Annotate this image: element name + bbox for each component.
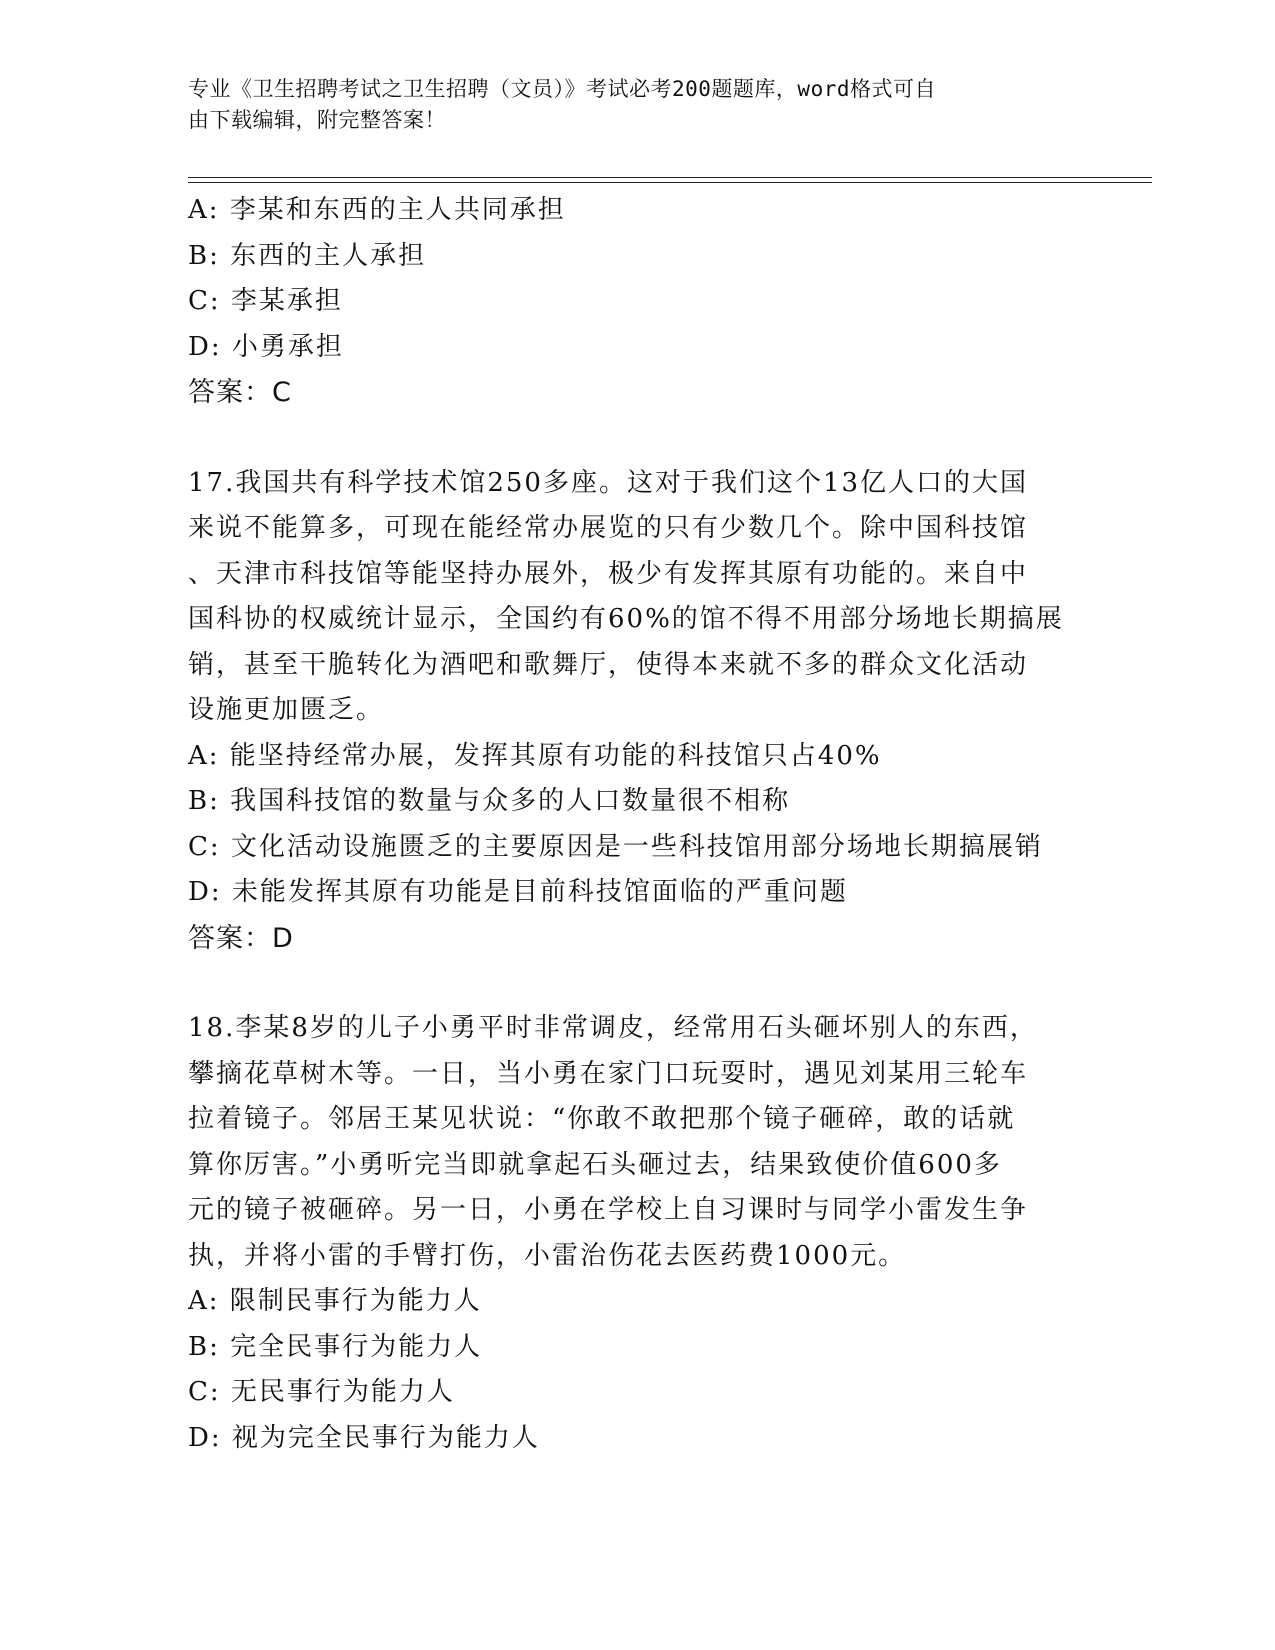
header-divider-bottom: [188, 182, 1152, 183]
question-16: [188, 188, 1088, 416]
question-text-line: 元的镜子被砸碎。另一日，小勇在学校上自习课时与同学小雷发生争: [188, 1195, 1029, 1225]
header-divider-top: [188, 177, 1152, 178]
question-17: [188, 461, 1088, 962]
option-a: A: 限制民事行为能力人: [188, 1286, 482, 1316]
answer-label: 答案：D: [188, 922, 294, 954]
answer-label: 答案：C: [188, 377, 292, 408]
document-header: [188, 74, 1068, 136]
option-b: B: 东西的主人承担: [188, 240, 427, 271]
option-b: B: 完全民事行为能力人: [188, 1331, 483, 1362]
question-text-line: 国科协的权威统计显示，全国约有60%的馆不得不用部分场地长期搞展: [188, 604, 1064, 634]
option-c: C: 文化活动设施匮乏的主要原因是一些科技馆用部分场地长期搞展销: [188, 831, 1043, 862]
option-d: D: 小勇承担: [188, 331, 344, 362]
option-d: D: 未能发挥其原有功能是目前科技馆面临的严重问题: [188, 877, 848, 907]
header-line-1: 专业《卫生招聘考试之卫生招聘（文员）》考试必考200题题库，word格式可自: [188, 77, 936, 101]
question-text-line: 设施更加匮乏。: [188, 695, 385, 725]
question-text-line: 攀摘花草树木等。一日，当小勇在家门口玩耍时，遇见刘某用三轮车: [188, 1058, 1029, 1089]
option-d: D: 视为完全民事行为能力人: [188, 1422, 540, 1453]
question-text-line: 算你厉害。”小勇听完当即就拿起石头砸过去，结果致使价值600多: [188, 1149, 1002, 1180]
option-a: A: 李某和东西的主人共同承担: [188, 195, 566, 225]
spacer: [188, 416, 1088, 461]
header-line-2: 由下载编辑，附完整答案！: [188, 108, 446, 132]
spacer: [188, 961, 1088, 1006]
question-text-line: 销，甚至干脆转化为酒吧和歌舞厅，使得本来就不多的群众文化活动: [188, 649, 1029, 680]
question-text-line: 拉着镜子。邻居王某见状说：“你敢不敢把那个镜子砸碎，敢的话就: [188, 1104, 1016, 1134]
question-text-line: 、天津市科技馆等能坚持办展外，极少有发挥其原有功能的。来自中: [188, 558, 1029, 589]
question-text-line: 来说不能算多，可现在能经常办展览的只有少数几个。除中国科技馆: [188, 513, 1029, 543]
question-18: [188, 1006, 1088, 1461]
question-text-line: 18.李某8岁的儿子小勇平时非常调皮，经常用石头砸坏别人的东西，: [188, 1013, 1038, 1043]
option-b: B: 我国科技馆的数量与众多的人口数量很不相称: [188, 786, 791, 816]
option-c: C: 无民事行为能力人: [188, 1377, 455, 1407]
question-text-line: 执，并将小雷的手臂打伤，小雷治伤花去医药费1000元。: [188, 1240, 907, 1271]
document-body: [188, 188, 1088, 1461]
question-text-line: 17.我国共有科学技术馆250多座。这对于我们这个13亿人口的大国: [188, 467, 1029, 498]
option-c: C: 李某承担: [188, 286, 343, 316]
option-a: A: 能坚持经常办展，发挥其原有功能的科技馆只占40%: [188, 740, 882, 771]
